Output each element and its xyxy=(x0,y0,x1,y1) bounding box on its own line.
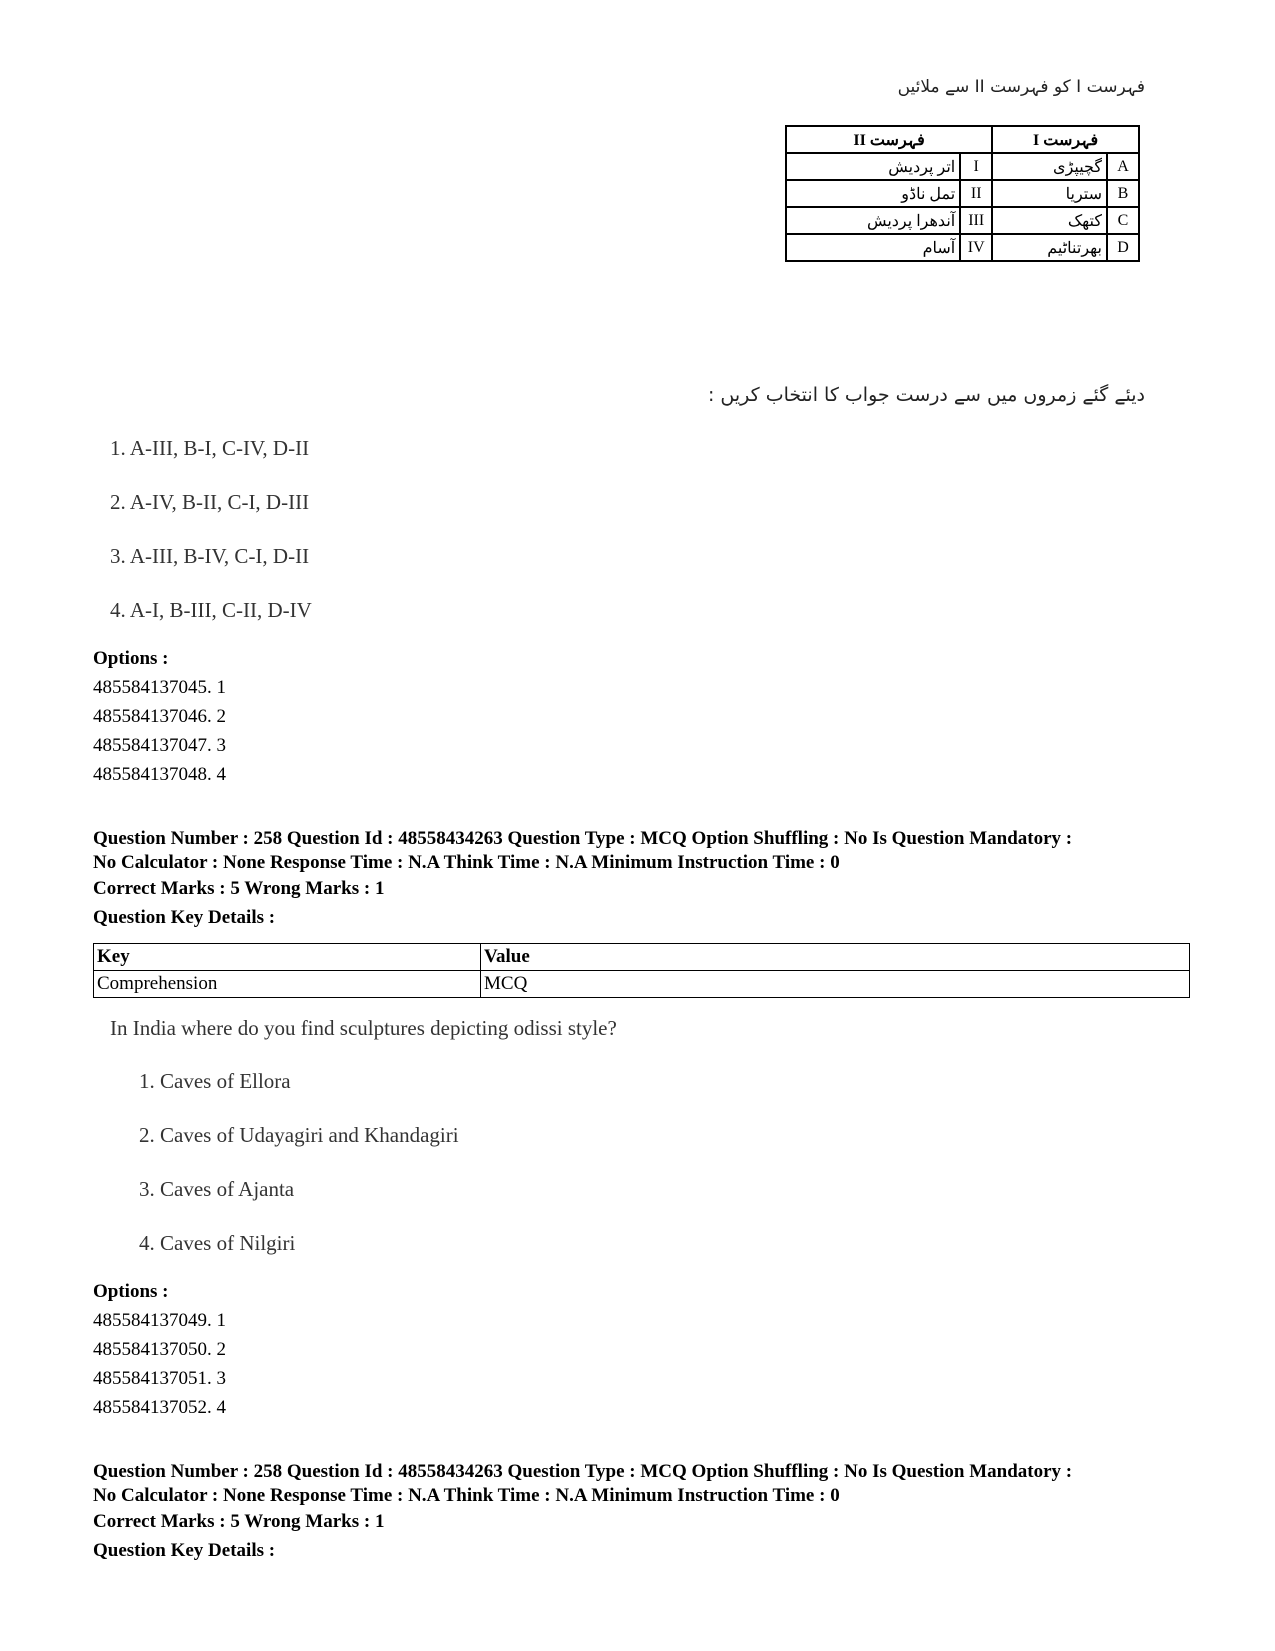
value-header: Value xyxy=(481,944,1190,971)
question-meta xyxy=(93,1460,1203,1508)
options-block xyxy=(93,1277,226,1422)
answer-choice: 3. A-III, B-IV, C-I, D-II xyxy=(110,544,310,568)
key-table-header xyxy=(94,944,1190,971)
question-text: In India where do you find sculptures depicting odissi style? xyxy=(110,1016,617,1040)
option-id: 485584137052. 4 xyxy=(93,1397,226,1418)
key-details-label: Question Key Details : xyxy=(93,907,276,928)
list2-numeral: I xyxy=(960,153,992,180)
list1-item: کتھک xyxy=(992,207,1107,234)
option-id: 485584137045. 1 xyxy=(93,677,226,698)
key-cell: Comprehension xyxy=(94,971,481,998)
options-label: Options : xyxy=(93,648,169,669)
question-meta xyxy=(93,827,1203,875)
question-meta-line: No Calculator : None Response Time : N.A Think Time : N.A Minimum Instruction Time : 0 xyxy=(93,1485,840,1506)
list2-item: آسام xyxy=(786,234,960,261)
list1-letter: C xyxy=(1107,207,1139,234)
list2-header: فہرست II xyxy=(786,126,992,153)
match-table-row xyxy=(786,234,1139,261)
options-label: Options : xyxy=(93,1281,169,1302)
list2-item: تمل ناڈو xyxy=(786,180,960,207)
answer-choice: 3. Caves of Ajanta xyxy=(139,1177,295,1201)
answer-choice: 4. Caves of Nilgiri xyxy=(139,1231,296,1255)
list2-item: آندھرا پردیش xyxy=(786,207,960,234)
key-table-row xyxy=(94,971,1190,998)
list1-header: فہرست I xyxy=(992,126,1139,153)
option-id: 485584137050. 2 xyxy=(93,1339,226,1360)
answer-choice: 2. A-IV, B-II, C-I, D-III xyxy=(110,490,310,514)
question-meta-line: Question Number : 258 Question Id : 48558434263 Question Type : MCQ Option Shuffling : No Is Question Mandatory : xyxy=(93,1461,1073,1482)
list2-numeral: IV xyxy=(960,234,992,261)
urdu-choose-instruction: دیئے گئے زمروں میں سے درست جواب کا انتخاب کریں : xyxy=(707,384,1145,406)
answer-choice: 1. Caves of Ellora xyxy=(139,1069,291,1093)
list2-item: اتر پردیش xyxy=(786,153,960,180)
option-id: 485584137049. 1 xyxy=(93,1310,226,1331)
answer-choice: 4. A-I, B-III, C-II, D-IV xyxy=(110,598,312,622)
list1-item: بھرتناٹیم xyxy=(992,234,1107,261)
answer-choice: 1. A-III, B-I, C-IV, D-II xyxy=(110,436,310,460)
list2-numeral: II xyxy=(960,180,992,207)
match-table-row xyxy=(786,180,1139,207)
list1-letter: D xyxy=(1107,234,1139,261)
option-id: 485584137048. 4 xyxy=(93,764,226,785)
match-table-header xyxy=(786,126,1139,153)
list1-letter: B xyxy=(1107,180,1139,207)
marks-info: Correct Marks : 5 Wrong Marks : 1 xyxy=(93,878,385,899)
list2-numeral: III xyxy=(960,207,992,234)
urdu-match-instruction: فہرست I کو فہرست II سے ملائیں xyxy=(897,77,1145,97)
list1-item: گچیپڑی xyxy=(992,153,1107,180)
option-id: 485584137047. 3 xyxy=(93,735,226,756)
key-header: Key xyxy=(94,944,481,971)
option-id: 485584137051. 3 xyxy=(93,1368,226,1389)
option-id: 485584137046. 2 xyxy=(93,706,226,727)
match-table-row xyxy=(786,207,1139,234)
value-cell: MCQ xyxy=(481,971,1190,998)
answer-choice: 2. Caves of Udayagiri and Khandagiri xyxy=(139,1123,459,1147)
match-table-row xyxy=(786,153,1139,180)
question-meta-line: No Calculator : None Response Time : N.A Think Time : N.A Minimum Instruction Time : 0 xyxy=(93,852,840,873)
marks-info: Correct Marks : 5 Wrong Marks : 1 xyxy=(93,1511,385,1532)
key-details-label: Question Key Details : xyxy=(93,1540,276,1561)
question-key-table xyxy=(93,943,1190,998)
question-meta-line: Question Number : 258 Question Id : 48558434263 Question Type : MCQ Option Shuffling : No Is Question Mandatory : xyxy=(93,828,1073,849)
list1-letter: A xyxy=(1107,153,1139,180)
match-list-table xyxy=(785,125,1140,262)
list1-item: ستریا xyxy=(992,180,1107,207)
options-block xyxy=(93,644,226,789)
